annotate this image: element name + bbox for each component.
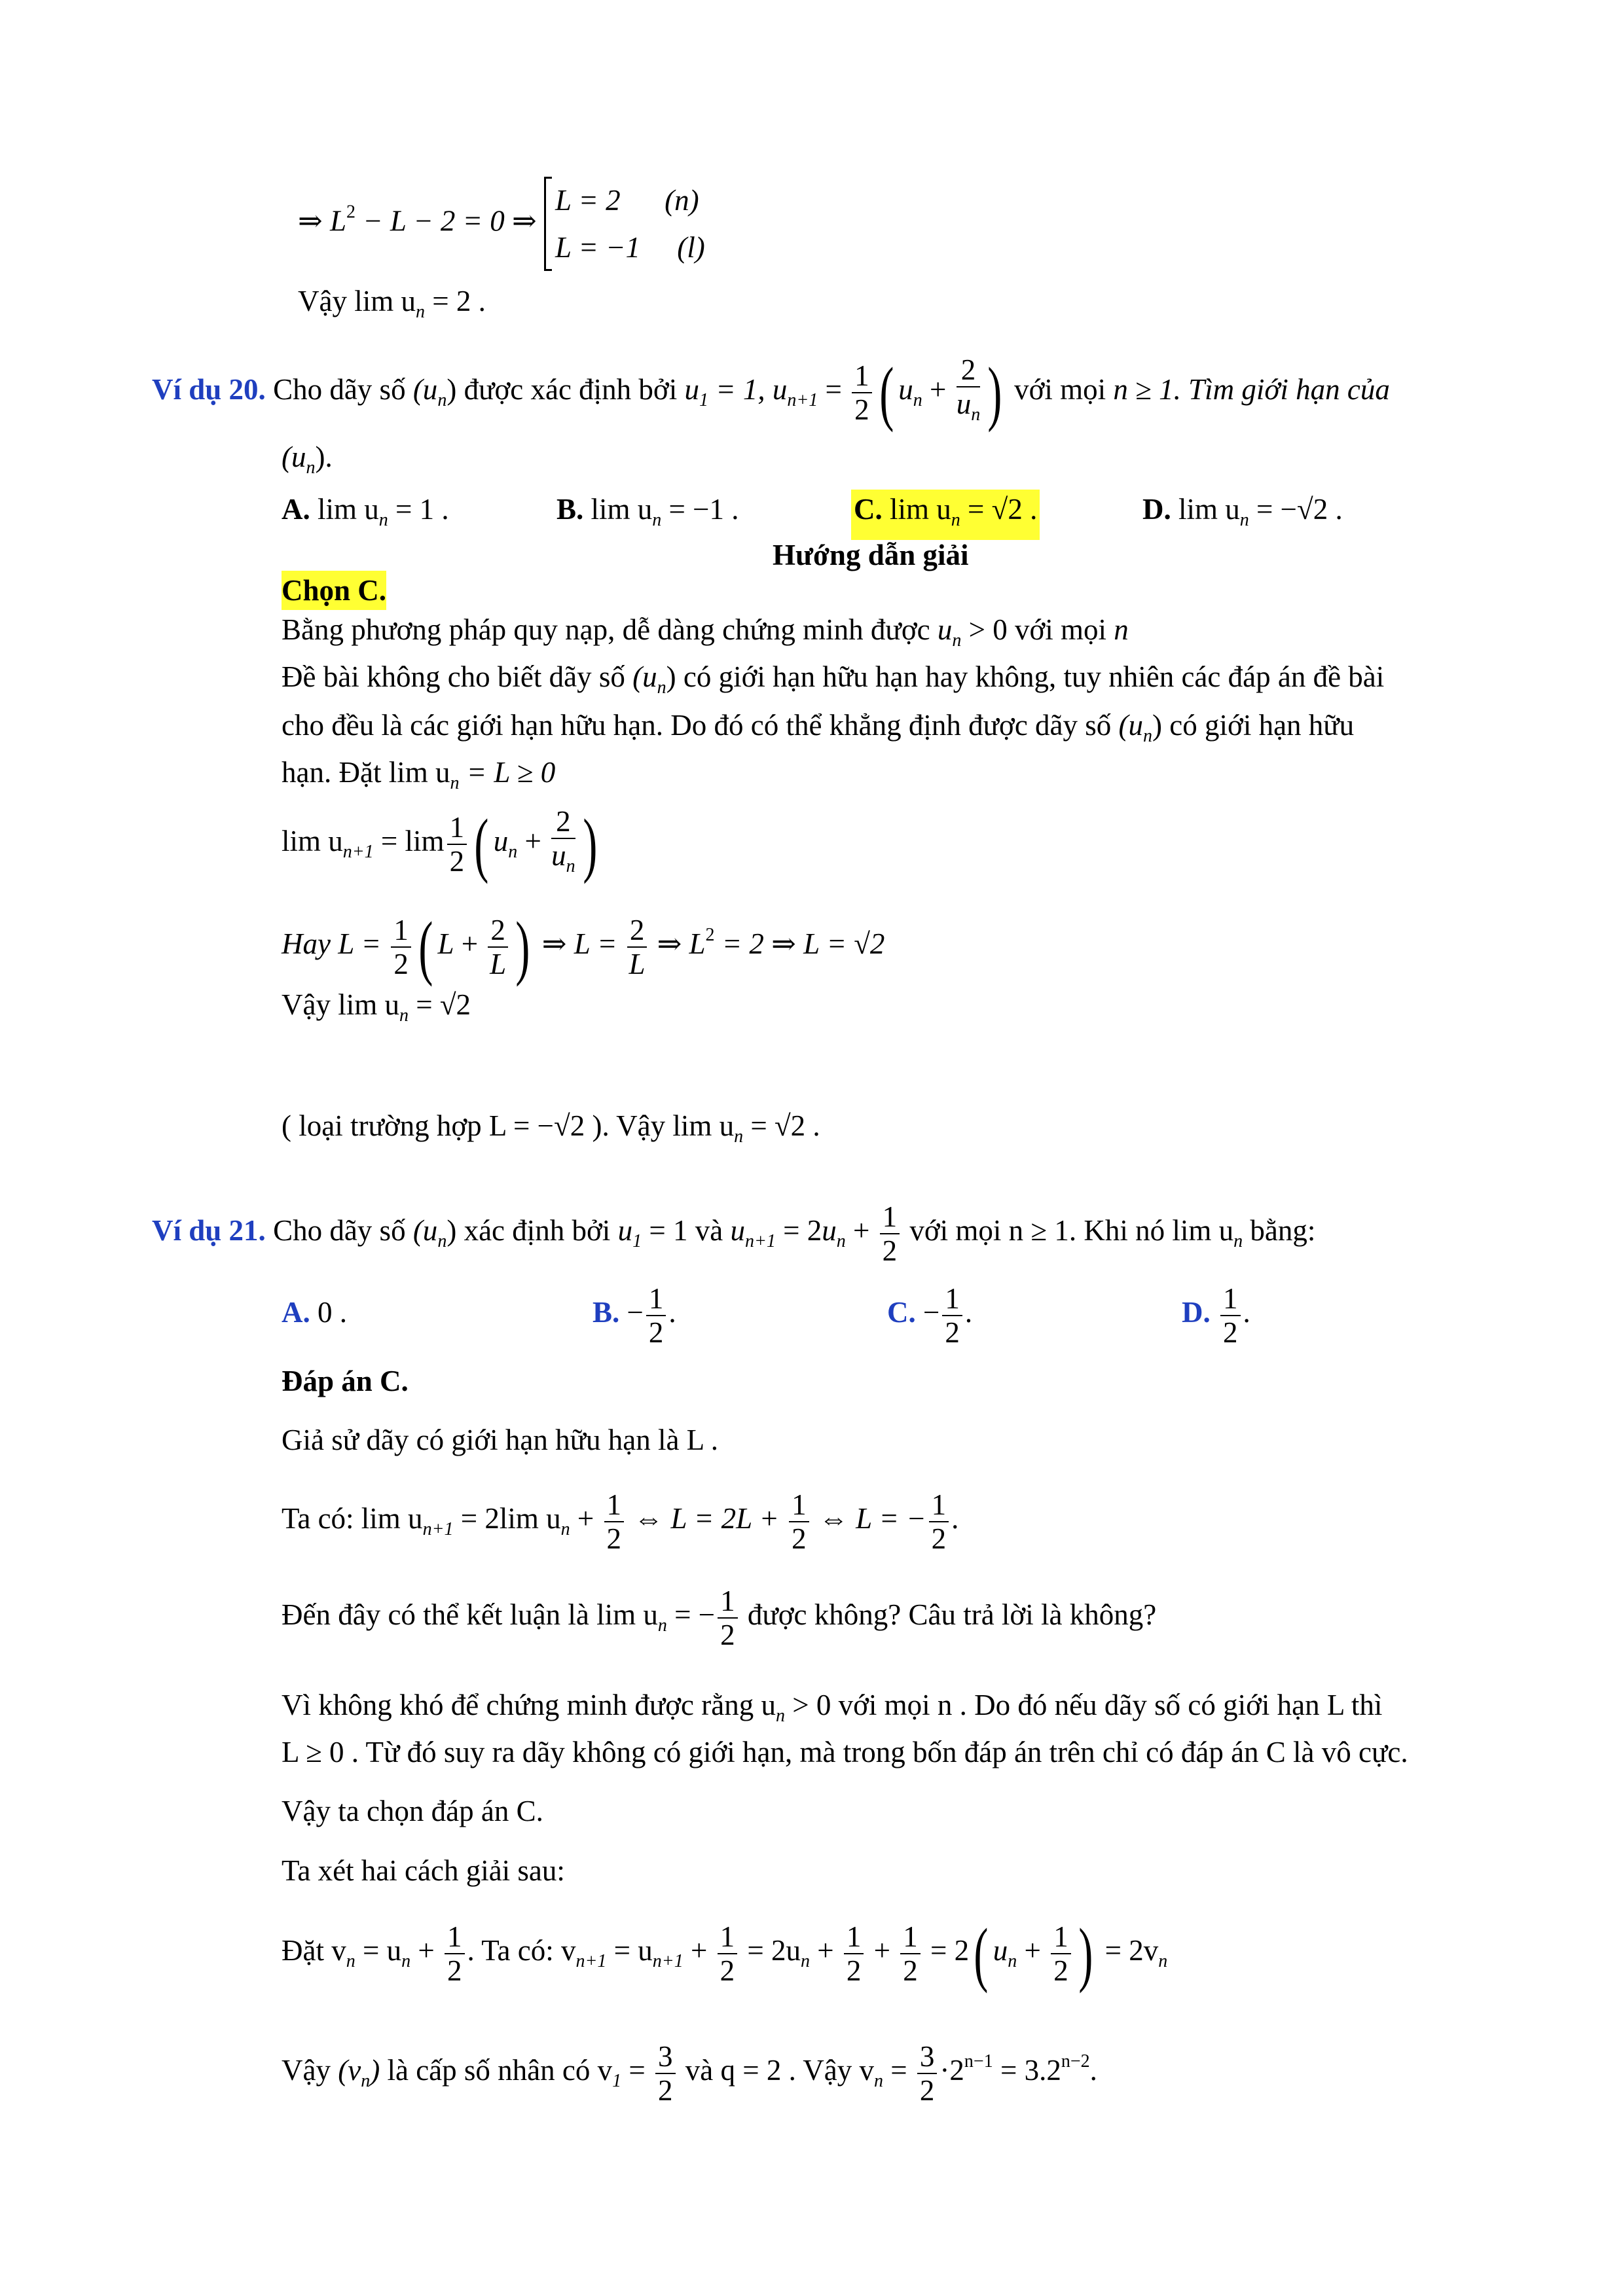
ex20-p1: Bằng phương pháp quy nạp, dễ dàng chứng minh được $u_n > 0$ với mọi n (282, 613, 1129, 651)
ex21-s1: Giả sử dãy có giới hạn hữu hạn là L . (282, 1424, 719, 1456)
ex20-text-a: Cho dãy số (273, 372, 413, 406)
ex20-label: Ví dụ 20. (152, 372, 266, 406)
ex20-seq-end: ) (447, 372, 457, 406)
top-concl-sub: n (415, 302, 425, 322)
top-case2: L = −1 (555, 231, 640, 264)
ex20-vay: Vậy $\lim u_n = √2$ (282, 988, 471, 1026)
ex21-s9: Vậy $(v_n)$ là cấp số nhân có $v_1$ = $\frac{3}{2}$ và q = 2 . Vậy $v_n$ = $\frac{3}{2}$ $\cdot 2^{n-1} = 3.2^{n-2}$. (282, 2039, 1097, 2107)
ex20-lim-line: $\lim u_{n+1} = \lim$ $\frac{1}{2}$ ( $u_n$ + $\frac{2}{u_n}$ ) (282, 804, 597, 884)
ex20-hay-line: Hay L = $\frac{1}{2}$ ( L + $\frac{2}{L}$ ) ⇒ L = $\frac{2}{L}$ ⇒ $L^2 = 2$ ⇒ L = √2 (282, 906, 885, 987)
ex20-option-c[interactable]: C. $\lim u_n = √2$ . (851, 490, 1040, 540)
top-cases (544, 177, 705, 271)
top-concl: Vậy lim u (298, 285, 416, 317)
ex20-seq-sub: n (437, 389, 447, 410)
top-equation (298, 177, 705, 271)
ex20-seq: (u (412, 372, 438, 406)
ex21-s8: Đặt $v_n = u_n$ + $\frac{1}{2}$ . Ta có: $v_{n+1} = u_{n+1}$ + $\frac{1}{2}$ = $2u_n$ + $\frac{1}{2}$ + $\frac{1}{2}$ = 2( $u_n$ + $\frac{1}{2}$ ) = $2v_n$ (282, 1913, 1168, 1994)
ex20-half: $\frac{1}{2}$ (852, 359, 872, 426)
ex20-u1-val: = 1, u (708, 372, 788, 406)
ex21-statement: Ví dụ 21. Cho dãy số $(u_n)$ xác định bởi $u_1 = 1$ và $u_{n+1} = 2u_n$ + $\frac{1}{2}$ với mọi n ≥ 1. Khi nó $\lim u_n$ bằng: (152, 1200, 1316, 1267)
ex20-option-b[interactable]: B. $\lim u_n = -1$ . (556, 493, 739, 530)
ex21-option-b[interactable]: B. − $\frac{1}{2}$ . (593, 1282, 676, 1349)
ex20-loai: ( loại trường hợp L = −√2 ). Vậy $\lim u_n = √2$ . (282, 1109, 820, 1147)
ex20-text-c: với mọi (1014, 372, 1114, 406)
ex20-choose: Chọn C. (282, 571, 386, 610)
top-conclusion (298, 281, 486, 332)
ex21-option-c[interactable]: C. − $\frac{1}{2}$ . (887, 1282, 973, 1349)
ex20-seq-line2: $(u_n)$. (282, 440, 333, 478)
ex20-un1-eq: = (818, 372, 850, 406)
top-concl-val: = 2 . (424, 285, 486, 317)
ex21-label: Ví dụ 21. (152, 1214, 266, 1247)
ex21-s2: Ta có: $\lim u_{n+1} = 2\lim$ $u_n$ + $\frac{1}{2}$ ⇔ L = 2L + $\frac{1}{2}$ ⇔ L = − $\frac{1}{2}$ . (282, 1488, 959, 1555)
top-eq-lead: ⇒ L (298, 204, 346, 238)
ex20-un1-sub: n+1 (787, 389, 818, 410)
top-eq-rest: − L − 2 = 0 ⇒ (355, 204, 537, 238)
ex20-p3: cho đều là các giới hạn hữu hạn. Do đó có thể khẳng định được dãy số $(u_n)$ có giới hạn hữu (282, 709, 1355, 746)
ex21-option-a[interactable]: A. 0 . (282, 1296, 347, 1329)
ex20-un: u (898, 372, 913, 406)
ex20-p4: hạn. Đặt $\lim u_n = L \ge 0$ (282, 756, 556, 793)
ex20-guide-title: Hướng dẫn giải (773, 539, 969, 571)
ex21-option-d[interactable]: D. $\frac{1}{2}$ . (1182, 1282, 1250, 1349)
ex20-text-b: được xác định bởi (464, 372, 685, 406)
ex20-u1: u (684, 372, 699, 406)
ex21-s5: L ≥ 0 . Từ đó suy ra dãy không có giới hạn, mà trong bốn đáp án trên chỉ có đáp án C là vô cực. (282, 1736, 1408, 1768)
ex20-p2: Đề bài không cho biết dãy số $(u_n)$ có giới hạn hữu hạn hay không, tuy nhiên các đáp án đề bài (282, 660, 1385, 698)
ex21-s3: Đến đây có thể kết luận là $\lim u_n$ = − $\frac{1}{2}$ được không? Câu trả lời là không? (282, 1584, 1157, 1651)
ex20-option-d[interactable]: D. $\lim u_n = -√2$ . (1142, 493, 1343, 530)
ex21-s4: Vì không khó để chứng minh được rằng $u_n > 0$ với mọi n . Do đó nếu dãy số có giới hạn L thì (282, 1689, 1383, 1726)
top-eq-sq: 2 (346, 202, 356, 223)
ex21-answer: Đáp án C. (282, 1365, 409, 1397)
ex21-s6: Vậy ta chọn đáp án C. (282, 1795, 543, 1827)
ex20-option-a[interactable]: A. $\lim u_n = 1$ . (282, 493, 449, 530)
ex20-statement: Ví dụ 20. Cho dãy số $(u_n)$ được xác định bởi $u_1 = 1$, $u_{n+1}$ = $\frac{1}{2}$ ( $u_n$ + $\frac{2}{u_n}$ ) với mọi n ≥ 1. Tìm giới hạn của (152, 352, 1390, 433)
top-case2-tag: (l) (677, 231, 705, 264)
ex20-frac: $\frac{2}{u_n}$ (956, 353, 981, 425)
ex20-text-d: n ≥ 1. Tìm giới hạn của (1113, 372, 1390, 406)
ex20-u1-sub: 1 (699, 389, 708, 410)
top-case1: L = 2 (555, 184, 621, 217)
ex21-s7: Ta xét hai cách giải sau: (282, 1854, 565, 1887)
top-case1-tag: (n) (665, 184, 699, 217)
